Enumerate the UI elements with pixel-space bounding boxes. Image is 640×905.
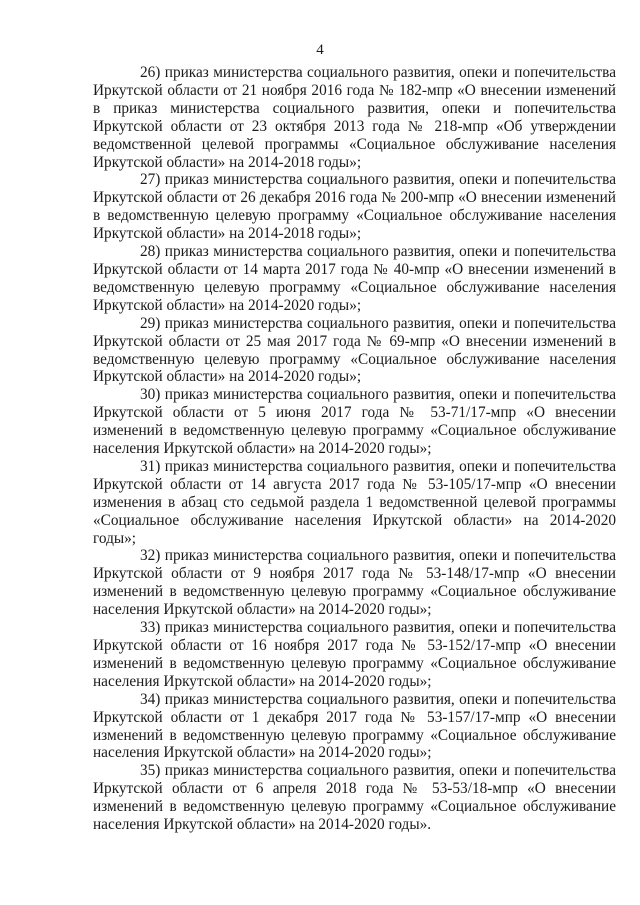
list-item: 28) приказ министерства социального развития, опеки и попечительства Иркутской области от 14 марта 2017 года № 40-мпр «О внесении изменений в ведомственную целевую программу «Социальное обслуживание населения Иркутской области» на 2014-2020 годы»; [93,243,616,314]
list-item: 32) приказ министерства социального развития, опеки и попечительства Иркутской области от 9 ноября 2017 года № 53-148/17-мпр «О внесении изменений в ведомственную целевую программу «Социальное обслуживание населения Иркутской области» на 2014-2020 годы»; [93,547,616,619]
list-item: 30) приказ министерства социального развития, опеки и попечительства Иркутской области от 5 июня 2017 года № 53-71/17-мпр «О внесении изменений в ведомственную целевую программу «Социальное обслуживание населения Иркутской области» на 2014-2020 годы»; [93,386,616,458]
list-item: 33) приказ министерства социального развития, опеки и попечительства Иркутской области от 16 ноября 2017 года № 53-152/17-мпр «О внесении изменений в ведомственную целевую программу «Социальное обслуживание населения Иркутской области» на 2014-2020 годы»; [93,619,616,690]
order-list [93,64,616,834]
list-item: 31) приказ министерства социального развития, опеки и попечительства Иркутской области от 14 августа 2017 года № 53-105/17-мпр «О внесении изменения в абзац сто седьмой раздела 1 ведомственной целевой программы «Социальное обслуживание населения Иркутской области» на 2014-2020 годы»; [93,457,616,547]
list-item: 29) приказ министерства социального развития, опеки и попечительства Иркутской области от 25 мая 2017 года № 69-мпр «О внесении изменений в ведомственную целевую программу «Социальное обслуживание населения Иркутской области» на 2014-2020 годы»; [93,314,616,386]
list-item: 34) приказ министерства социального развития, опеки и попечительства Иркутской области от 1 декабря 2017 года № 53-157/17-мпр «О внесении изменений в ведомственную целевую программу «Социальное обслуживание населения Иркутской области» на 2014-2020 годы»; [93,690,616,762]
page-number: 4 [316,42,324,58]
list-item: 26) приказ министерства социального развития, опеки и попечительства Иркутской области от 21 ноября 2016 года № 182-мпр «О внесении изменений в приказ министерства социального развития, опеки и попечительства Иркутской области от 23 октября 2013 года № 218-мпр «Об утверждении ведомственной целевой программы «Социальное обслуживание населения Иркутской области» на 2014-2018 годы»; [93,64,616,171]
list-item: 35) приказ министерства социального развития, опеки и попечительства Иркутской области от 6 апреля 2018 года № 53-53/18-мпр «О внесении изменений в ведомственную целевую программу «Социальное обслуживание населения Иркутской области» на 2014-2020 годы». [93,762,616,834]
list-item: 27) приказ министерства социального развития, опеки и попечительства Иркутской области от 26 декабря 2016 года № 200-мпр «О внесении изменений в ведомственную целевую программу «Социальное обслуживание населения Иркутской области» на 2014-2018 годы»; [93,171,616,243]
